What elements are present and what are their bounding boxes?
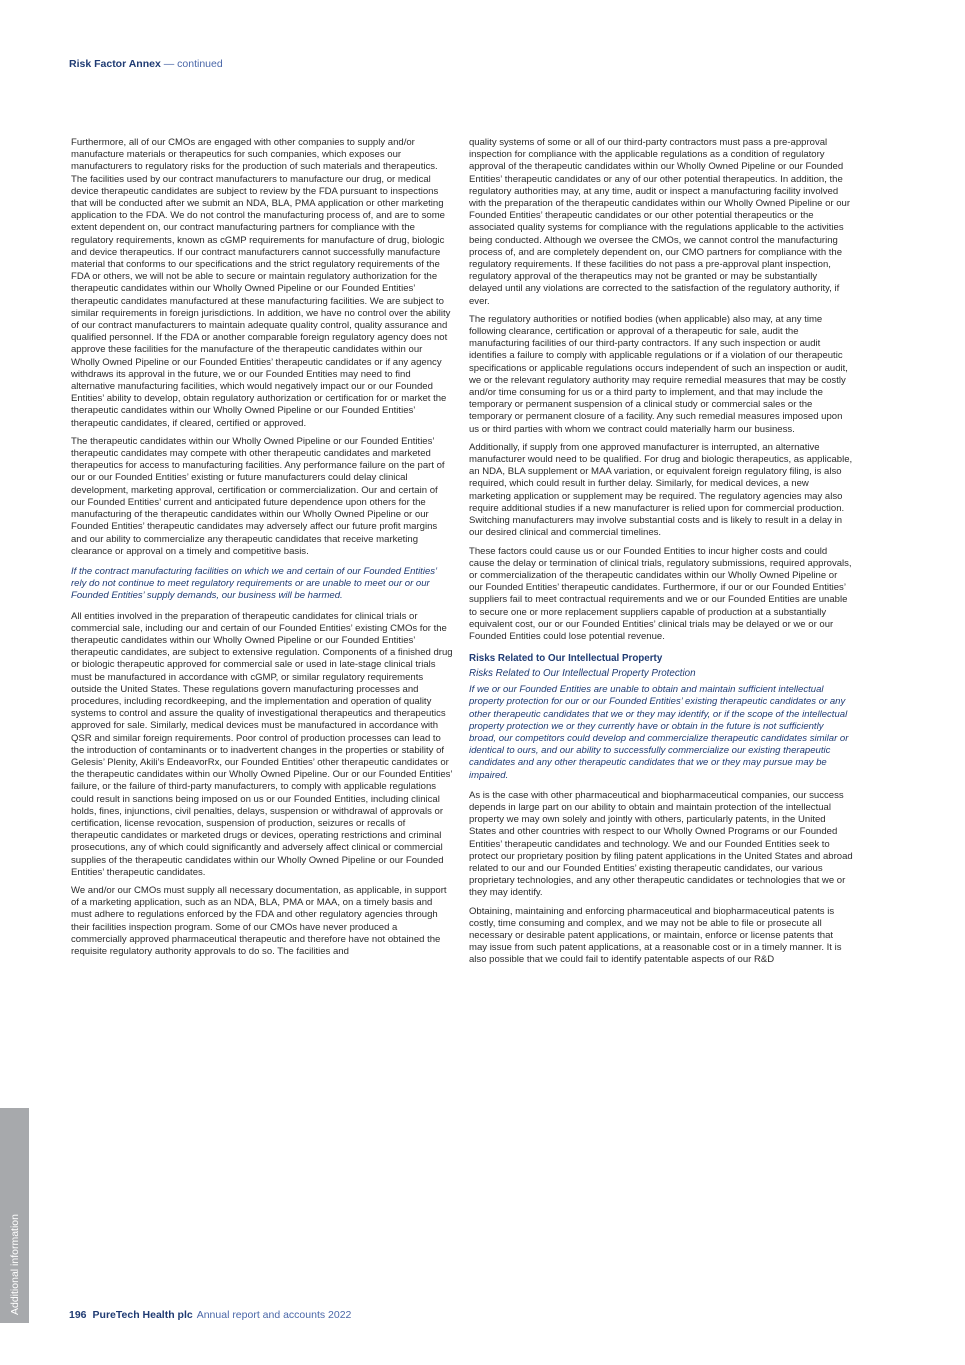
page-number: 196 (69, 1309, 87, 1321)
subsection-heading: Risks Related to Our Intellectual Property Protection (469, 668, 696, 680)
continued-label: — continued (160, 58, 223, 70)
side-tab (0, 1108, 29, 1323)
body-paragraph: quality systems of some or all of our third-party contractors must pass a pre-approval inspection for compliance with the applicable regulations as a condition of regulatory approval of the therapeutic candidates within our Wholly Owned Pipeline or our Founded Entities’ therapeutic candidates or any of our other potential therapeutics. In addition, the regulatory authorities may, at any time, audit or inspect a manufacturing facility involved with the preparation of the therapeutic candidates within our Wholly Owned Pipeline or our Founded Entities’ therapeutic candidates or our other potential therapeutics or the associated quality systems for compliance with the regulations applicable to the activities being conducted. Although we oversee the CMOs, we cannot control the manufacturing process of, and are completely dependent on, our CMO partners for compliance with the regulatory requirements. If these facilities do not pass a pre-approval plant inspection, regulatory approval of the therapeutics may not be granted or may be substantially delayed until any violations are corrected to the satisfaction of the regulatory authority, if ever. (469, 137, 851, 307)
left-column (71, 137, 453, 964)
page-footer (69, 1309, 351, 1321)
body-paragraph: Additionally, if supply from one approved manufacturer is interrupted, an alternative manufacturer would need to be qualified. For drug and biologic therapeutics, as applicable, an NDA, BLA supplement or MAA variation, or equivalent foreign regulatory filing, is also required, which could result in further delay. Similarly, for medical devices, a new marketing application or supplement may be required. The regulatory agencies may also require additional studies if a new manufacturer is relied upon for commercial production. Switching manufacturers may involve substantial costs and is likely to result in a delay in our desired clinical and commercial timelines. (469, 441, 853, 539)
company-name: PureTech Health plc (92, 1309, 193, 1321)
body-paragraph: These factors could cause us or our Founded Entities to incur higher costs and could cause the delay or termination of clinical trials, regulatory submissions, required approvals, or commercialization of the therapeutic candidates within our Wholly Owned Pipeline or our Founded Entities’ therapeutic candidates. Furthermore, if our or our Founded Entities’ suppliers fail to meet contractual requirements and we or our Founded Entities are unable to secure one or more replacement suppliers capable of production at a substantially equivalent cost, our or our Founded Entities’ clinical trials may be delayed or we or our Founded Entities could lose potential revenue. (469, 545, 852, 642)
body-paragraph: The regulatory authorities or notified bodies (when applicable) also may, at any time following clearance, certification or approval of a therapeutic for sale, audit the manufacturing facilities of our third-party contractors. If any such inspection or audit identifies a failure to comply with applicable regulations or if a violation of our therapeutic specifications or applicable regulations occurs independent of such an inspection or audit, we or the relevant regulatory authority may require remedial measures that may be costly and/or time consuming for us or a third party to implement, and that may include the temporary or permanent suspension of a clinical study or commercial sales or the temporary or permanent closure of a facility. Any such remedial measures imposed upon us or third parties with whom we contract could materially harm our business. (469, 313, 848, 435)
side-tab-label: Additional information (8, 1214, 21, 1315)
section-heading: Risks Related to Our Intellectual Property (469, 653, 663, 665)
body-paragraph: The therapeutic candidates within our Wholly Owned Pipeline or our Founded Entities’ therapeutic candidates may compete with other therapeutic candidates and marketed therapeutics for access to manufacturing facilities. Any performance failure on the part of our or our Founded Entities’ existing or future manufacturers could delay clinical development, marketing approval, certification or commercialization. Our and certain of our Founded Entities’ current and anticipated future dependence upon others for the manufacturing of the therapeutic candidates within our Wholly Owned Pipeline or our Founded Entities’ therapeutic candidates may adversely affect our future profit margins and our ability to commercialize any therapeutic candidates that receive marketing clearance or approval on a timely and competitive basis. (71, 435, 445, 557)
right-column (469, 137, 853, 973)
body-paragraph: All entities involved in the preparation of therapeutic candidates for clinical trials or commercial sale, including our and certain of our Founded Entities’ existing CMOs for the therapeutic candidates within our Wholly Owned Pipeline or our Founded Entities’ therapeutic candidates, are subject to extensive regulation. Components of a finished drug or biologic therapeutic approved for commercial sale or used in late-stage clinical trials must be manufactured in accordance with cGMP, or similar regulatory requirements outside the United States. These regulations govern manufacturing processes and procedures, including recordkeeping, and the implementation and operation of quality systems to control and assure the quality of investigational therapeutics and therapeutics approved for sale. Similarly, medical devices must be manufactured in accordance with QSR and similar foreign requirements. Poor control of production processes can lead to the introduction of contaminants or to inadvertent changes in the properties or stability of Gelesis’ Plenity, Akili’s EndeavorRx, our Founded Entities’ other therapeutic candidates or the therapeutic candidates within our Wholly Owned Pipeline. Our or our Founded Entities’ failure, or the failure of third-party manufacturers, to comply with applicable regulations could result in sanctions being imposed on us or our Founded Entities, including clinical holds, fines, injunctions, civil penalties, delays, suspension or withdrawal of approvals or certification, license revocation, suspension of production, seizures or recalls of therapeutic candidates or marketed drugs or devices, operating restrictions and criminal prosecutions, any of which could significantly and adversely affect clinical or commercial supplies of the therapeutic candidates within our Wholly Owned Pipeline or our Founded Entities’ therapeutic candidates. (71, 610, 453, 878)
section-title: Risk Factor Annex (69, 58, 161, 70)
body-paragraph: As is the case with other pharmaceutical and biopharmaceutical companies, our success depends in large part on our ability to obtain and maintain protection of the intellectual property we may own solely and jointly with others, particularly patents, in the United States and other countries with respect to our Wholly Owned Programs or our Founded Entities’ therapeutic candidates and technology. We and our Founded Entities seek to protect our proprietary position by filing patent applications in the United States and abroad related to our and our Founded Entities’ existing therapeutic candidates, our various proprietary technologies, and any other therapeutic candidates or technologies that we or they may identify. (469, 789, 853, 899)
body-paragraph: Obtaining, maintaining and enforcing pharmaceutical and biopharmaceutical patents is costly, time consuming and complex, and we may not be able to file or prosecute all necessary or desirable patent applications, or maintain, enforce or license patents that may issue from such patent applications, at a reasonable cost or in a timely manner. It is also possible that we could fail to identify patentable aspects of our R&D (469, 905, 842, 966)
risk-heading: If we or our Founded Entities are unable to obtain and maintain sufficient intellectual property protection for our or our Founded Entities’ existing therapeutic candidates or any other therapeutic candidates that we or they may identify, or if the scope of the intellectual property protection we or they currently have or obtain in the future is not sufficiently broad, our competitors could develop and commercialize therapeutic candidates similar or identical to ours, and our ability to successfully commercialize our existing therapeutic candidates and any other therapeutic candidates that we or they may pursue may be impaired. (469, 684, 849, 781)
risk-heading: If the contract manufacturing facilities on which we and certain of our Founded Entities’ rely do not continue to meet regulatory requirements or are unable to meet our or our Founded Entities’ supply demands, our business will be harmed. (71, 565, 437, 602)
body-paragraph: Furthermore, all of our CMOs are engaged with other companies to supply and/or manufacture materials or therapeutics for such companies, which exposes our manufacturers to regulatory risks for the production of such materials and therapeutics. The facilities used by our contract manufacturers to manufacture our drug, or medical device therapeutic candidates are subject to review by the FDA pursuant to inspections that will be conducted after we submit an NDA, BLA, PMA application or other marketing application to the FDA. We do not control the manufacturing process of, and are to some extent dependent on, our contract manufacturing partners for compliance with the regulatory requirements, known as cGMP requirements for manufacture of drug, biologic and device therapeutics. If our contract manufacturers cannot successfully manufacture material that conforms to our specifications and the strict regulatory requirements of the FDA or others, we will not be able to secure or maintain regulatory authorization for the therapeutic candidates within our Wholly Owned Pipeline or our Founded Entities’ therapeutic candidates manufactured at these manufacturing facilities. We are subject to similar requirements in foreign jurisdictions. In addition, we have no control over the ability of our contract manufacturers to maintain adequate quality control, quality assurance and qualified personnel. If the FDA or another comparable foreign regulatory agency does not approve these facilities for the manufacture of the therapeutic candidates within our Wholly Owned Pipeline or our Founded Entities’ therapeutic candidates or if any agency withdraws its approval in the future, we or our Founded Entities may need to find alternative manufacturing facilities, which would negatively impact our or our Founded Entities’ ability to develop, obtain regulatory authorization or certification for or market the therapeutic candidates within our Wholly Owned Pipeline or our Founded Entities’ therapeutic candidates, if cleared, certified or approved. (71, 137, 451, 429)
body-paragraph: We and/or our CMOs must supply all necessary documentation, as applicable, in support of a marketing application, such as an NDA, BLA, PMA or MAA, on a timely basis and must adhere to regulations enforced by the FDA and other regulatory agencies through their facilities inspection program. Some of our CMOs have never produced a commercially approved pharmaceutical therapeutic and therefore have not obtained the requisite regulatory authority approvals to do so. The facilities and (71, 884, 447, 957)
running-header (69, 58, 223, 70)
report-title: Annual report and accounts 2022 (196, 1309, 352, 1321)
